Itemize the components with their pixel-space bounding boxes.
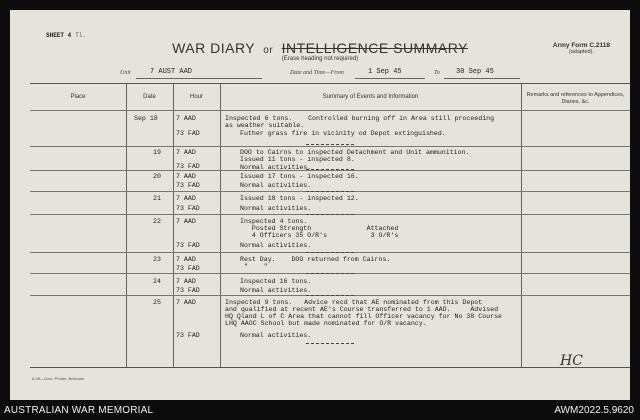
entry-summary: Normal activities. bbox=[240, 164, 312, 171]
entry-hour: 73 FAD bbox=[176, 287, 200, 294]
entry-hour: 7 AAD bbox=[176, 173, 196, 180]
header-hour: Hour bbox=[189, 94, 203, 100]
header-remarks: Remarks and references to Appendices, Diaries, &c. bbox=[526, 92, 625, 105]
row-separator-dashes bbox=[306, 295, 354, 296]
col-divider bbox=[126, 84, 127, 367]
row-separator-dashes bbox=[306, 273, 354, 274]
entry-hour: 73 FAD bbox=[176, 205, 200, 212]
entry-summary: Normal activities. bbox=[240, 332, 312, 339]
entry-hour: 73 FAD bbox=[176, 163, 200, 170]
period-from: 1 Sep 45 bbox=[368, 68, 402, 76]
title-or: or bbox=[263, 45, 274, 56]
entry-hour: 7 AAD bbox=[176, 218, 196, 225]
from-underline bbox=[355, 78, 425, 79]
unit-value: 7 AUST AAD bbox=[150, 68, 193, 76]
entry-summary: Rest Day. DOO returned from Cairns. " " bbox=[240, 256, 391, 270]
entry-hour: 73 FAD bbox=[176, 182, 200, 189]
row-separator-dashes bbox=[306, 191, 354, 192]
entry-date: 24 bbox=[153, 278, 161, 285]
entry-hour: 7 AAD bbox=[176, 149, 196, 156]
entry-date: 19 bbox=[153, 149, 161, 156]
entry-hour: 7 AAD bbox=[176, 195, 196, 202]
row-divider bbox=[30, 170, 630, 171]
row-divider bbox=[30, 146, 630, 147]
entry-hour: 73 FAD bbox=[176, 332, 200, 339]
unit-label: Unit bbox=[120, 70, 131, 76]
col-divider bbox=[220, 84, 221, 367]
entry-summary: Issued 18 tons - inspected 12. bbox=[240, 195, 359, 202]
entry-summary: Issued 17 tons - inspected 16. bbox=[240, 173, 359, 180]
header-divider bbox=[30, 110, 630, 111]
title-war-diary: WAR DIARY bbox=[172, 40, 255, 56]
col-divider bbox=[173, 84, 174, 367]
entry-date: Sep 18 bbox=[134, 115, 158, 122]
row-separator-dashes bbox=[306, 144, 354, 145]
army-form-label: Army Form C.2118 (adapted). bbox=[552, 42, 610, 55]
entry-summary: Normal activities. bbox=[240, 287, 312, 294]
row-separator-dashes bbox=[306, 169, 354, 170]
unit-underline bbox=[136, 78, 262, 79]
page-title bbox=[10, 40, 630, 56]
header-place: Place bbox=[70, 94, 86, 100]
archive-id: AWM2022.5.9620 bbox=[554, 405, 634, 416]
archive-caption: AUSTRALIAN WAR MEMORIAL bbox=[4, 405, 154, 416]
entry-summary: Normal activities. bbox=[240, 205, 312, 212]
entry-summary: Futher grass fire in vicinity od Depot extinguished. bbox=[240, 130, 446, 137]
entry-date: 20 bbox=[153, 173, 161, 180]
to-label: To bbox=[434, 70, 440, 76]
col-divider bbox=[521, 84, 522, 367]
diary-table bbox=[30, 83, 630, 368]
header-date: Date bbox=[143, 94, 156, 100]
entry-summary: Normal activities. bbox=[240, 182, 312, 189]
entry-summary: Inspected 16 tons. bbox=[240, 278, 312, 285]
entry-summary: Inspected 9 tons. Advice recd that AE nominated from this Depot and qualified at recent AE's Course transferred to 1 AAD. Advised HQ Qland L of C Area that cannot fill Officer vacancy for No 38 Course LHQ AAOC School but made nominated for O/R vacancy. bbox=[225, 299, 502, 327]
entry-hour: 7 AAD bbox=[176, 299, 196, 306]
row-separator-dashes bbox=[306, 214, 354, 215]
entry-summary: Inspected 4 tons. Posted Strength Attached 4 Officers 35 O/R's 3 O/R's bbox=[240, 218, 399, 239]
entry-date: 25 bbox=[153, 299, 161, 306]
period-label: Date and Time—From bbox=[290, 70, 344, 76]
entry-hour: 73 FAD bbox=[176, 130, 200, 137]
to-underline bbox=[444, 78, 520, 79]
entry-date: 23 bbox=[153, 256, 161, 263]
entry-hour: 73 FAD bbox=[176, 265, 200, 272]
row-separator-dashes bbox=[306, 252, 354, 253]
entry-hour: 73 FAD bbox=[176, 242, 200, 249]
printer-imprint: 6-45—Govt. Printer, Brisbane bbox=[32, 376, 85, 381]
period-to: 30 Sep 45 bbox=[456, 68, 494, 76]
entry-hour: 7 AAD bbox=[176, 115, 196, 122]
entry-hour: 7 AAD bbox=[176, 278, 196, 285]
row-separator-dashes bbox=[306, 343, 354, 344]
entry-summary: Inspected 6 tons. Controlled burning off in Area still proceeding as weather suitable. bbox=[225, 115, 495, 129]
entry-summary: DOO to Cairns to inspected Detachment and Unit ammunition. Issued 11 tons - inspected 8. bbox=[240, 149, 470, 163]
entry-summary: Normal activities. bbox=[240, 242, 312, 249]
sheet-number: SHEET 4 Tl. bbox=[46, 32, 87, 39]
title-struck-heading: INTELLIGENCE SUMMARY bbox=[281, 40, 468, 56]
signature-initials: HC bbox=[560, 353, 583, 369]
entry-date: 21 bbox=[153, 195, 161, 202]
entry-date: 22 bbox=[153, 218, 161, 225]
erase-note: (Erase heading not required) bbox=[281, 56, 359, 62]
war-diary-sheet bbox=[10, 10, 630, 400]
entry-hour: 7 AAD bbox=[176, 256, 196, 263]
header-summary: Summary of Events and Information bbox=[322, 94, 419, 100]
